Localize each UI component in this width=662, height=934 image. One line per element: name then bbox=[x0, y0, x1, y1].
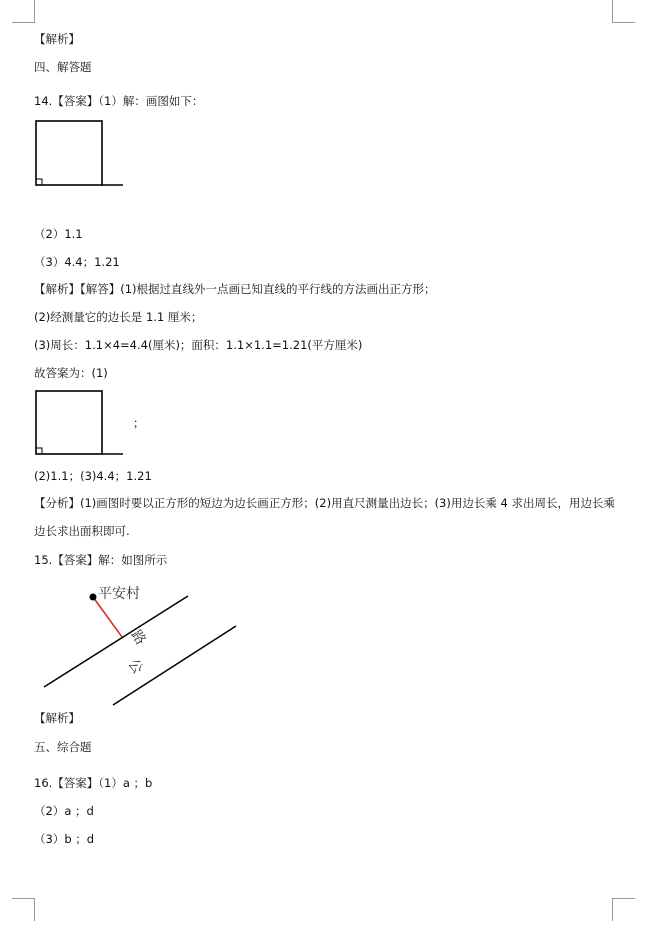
q14-conclusion-values: (2)1.1；(3)4.4；1.21 bbox=[34, 469, 152, 483]
q15-analysis-heading: 【解析】 bbox=[34, 711, 80, 725]
q14-part3: （3）4.4；1.21 bbox=[34, 255, 120, 269]
section-four-title: 四、解答题 bbox=[34, 60, 92, 74]
q14-conclusion: 故答案为：(1) bbox=[34, 366, 108, 380]
q14-part2: （2）1.1 bbox=[34, 227, 83, 241]
q16-part2: （2）a ；d bbox=[34, 804, 94, 818]
road-label-1: 路 bbox=[127, 627, 149, 648]
q14-answer: 14.【答案】（1）解：画图如下： bbox=[34, 94, 204, 108]
q14-explanation-2: (2)经测量它的边长是 1.1 厘米； bbox=[34, 310, 203, 324]
village-point bbox=[90, 594, 97, 601]
q14-explanation-1: 【解析】【解答】(1)根据过直线外一点画已知直线的平行线的方法画出正方形； bbox=[34, 282, 436, 296]
q14-explanation-3: (3)周长：1.1×4=4.4(厘米)；面积：1.1×1.1=1.21(平方厘米) bbox=[34, 338, 363, 352]
road-label-2: 公 bbox=[124, 656, 146, 677]
q14-analysis: 【分析】(1)画图时要以正方形的短边为边长画正方形；(2)用直尺测量出边长；(3)用边长乘 4 求出周长，用边长乘边长求出面积即可. bbox=[34, 496, 615, 538]
perpendicular-path bbox=[93, 597, 122, 637]
analysis-heading: 【解析】 bbox=[34, 32, 80, 46]
village-label: 平安村 bbox=[98, 586, 140, 602]
q14-figure-semicolon: ； bbox=[133, 416, 145, 430]
q16-part3: （3）b ；d bbox=[34, 832, 95, 846]
road-edge-upper bbox=[44, 596, 188, 687]
q15-answer: 15.【答案】解：如图所示 bbox=[34, 553, 168, 567]
section-five-title: 五、综合题 bbox=[34, 740, 92, 754]
q16-part1: 16.【答案】（1）a ；b bbox=[34, 776, 153, 790]
